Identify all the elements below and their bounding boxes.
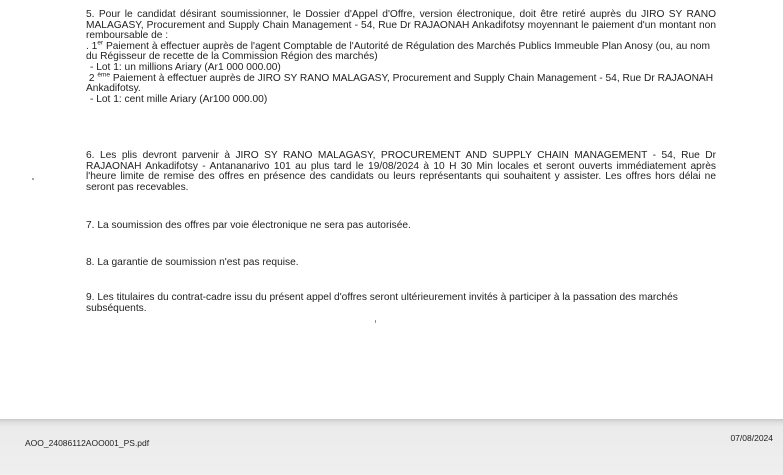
section-5-payment-1 xyxy=(86,39,716,63)
section-8-text: 8. La garantie de soumission n'est pas requise. xyxy=(86,257,299,268)
payment-1-ordinal: er xyxy=(97,39,104,47)
section-9 xyxy=(86,293,716,314)
section-5 xyxy=(86,10,716,105)
section-5-payment-1-lot: - Lot 1: un millions Ariary (Ar1 000 000.00) xyxy=(90,61,281,73)
section-7 xyxy=(86,221,716,232)
payment-1-number: . 1 xyxy=(86,40,98,52)
section-9-text: 9. Les titulaires du contrat-cadre issu du présent appel d'offres seront ultérieurement invités à participer à la passation des marchés subséquents. xyxy=(86,292,678,314)
footer-filename: AOO_24086112AOO001_PS.pdf xyxy=(25,438,150,448)
section-7-text: 7. La soumission des offres par voie électronique ne sera pas autorisée. xyxy=(86,220,411,231)
payment-2-number: 2 xyxy=(88,72,95,84)
section-5-payment-2-lot: - Lot 1: cent mille Ariary (Ar100 000.00) xyxy=(90,93,268,105)
section-6-text: 6. Les plis devront parvenir à JIRO SY RANO MALAGASY, PROCUREMENT AND SUPPLY CHAIN MANAGEMENT - 54, Rue Dr RAJAONAH Ankadifotsy - Antananarivo 101 au plus tard le 19/08/2024 à 10 H 30 Min locales et seront ouverts immédiatement après l'heure limite de remise des offres en présence des candidats ou leurs représentants qui souhaitent y assister. Les offres hors délai ne seront pas recevables. xyxy=(86,150,716,193)
section-8 xyxy=(86,258,716,269)
section-5-intro: 5. Pour le candidat désirant soumissionner, le Dossier d'Appel d'Offre, version électronique, doit être retiré auprès du JIRO SY RANO MALAGASY, Procurement and Supply Chain Management - 54, Rue Dr RAJAONAH Ankadifotsy moyennant le paiement d'un montant non remboursable de : xyxy=(86,9,716,42)
payment-2-ordinal: ème xyxy=(97,71,111,79)
section-6 xyxy=(86,151,716,193)
section-5-payment-2 xyxy=(86,71,716,95)
payment-2-text: Paiement à effectuer auprès de JIRO SY RANO MALAGASY, Procurement and Supply Chain Management - 54, Rue Dr RAJAONAH Ankadifotsy. xyxy=(86,72,714,95)
payment-1-text: Paiement à effectuer auprès de l'agent Comptable de l'Autorité de Régulation des Marchés Publics Immeuble Plan Anosy (ou, au nom du Régisseur de recette de la Commission Région des marchés) xyxy=(86,40,710,63)
footer-date: 07/08/2024 xyxy=(730,433,773,443)
scan-speck xyxy=(32,178,34,180)
scan-speck xyxy=(375,320,376,323)
